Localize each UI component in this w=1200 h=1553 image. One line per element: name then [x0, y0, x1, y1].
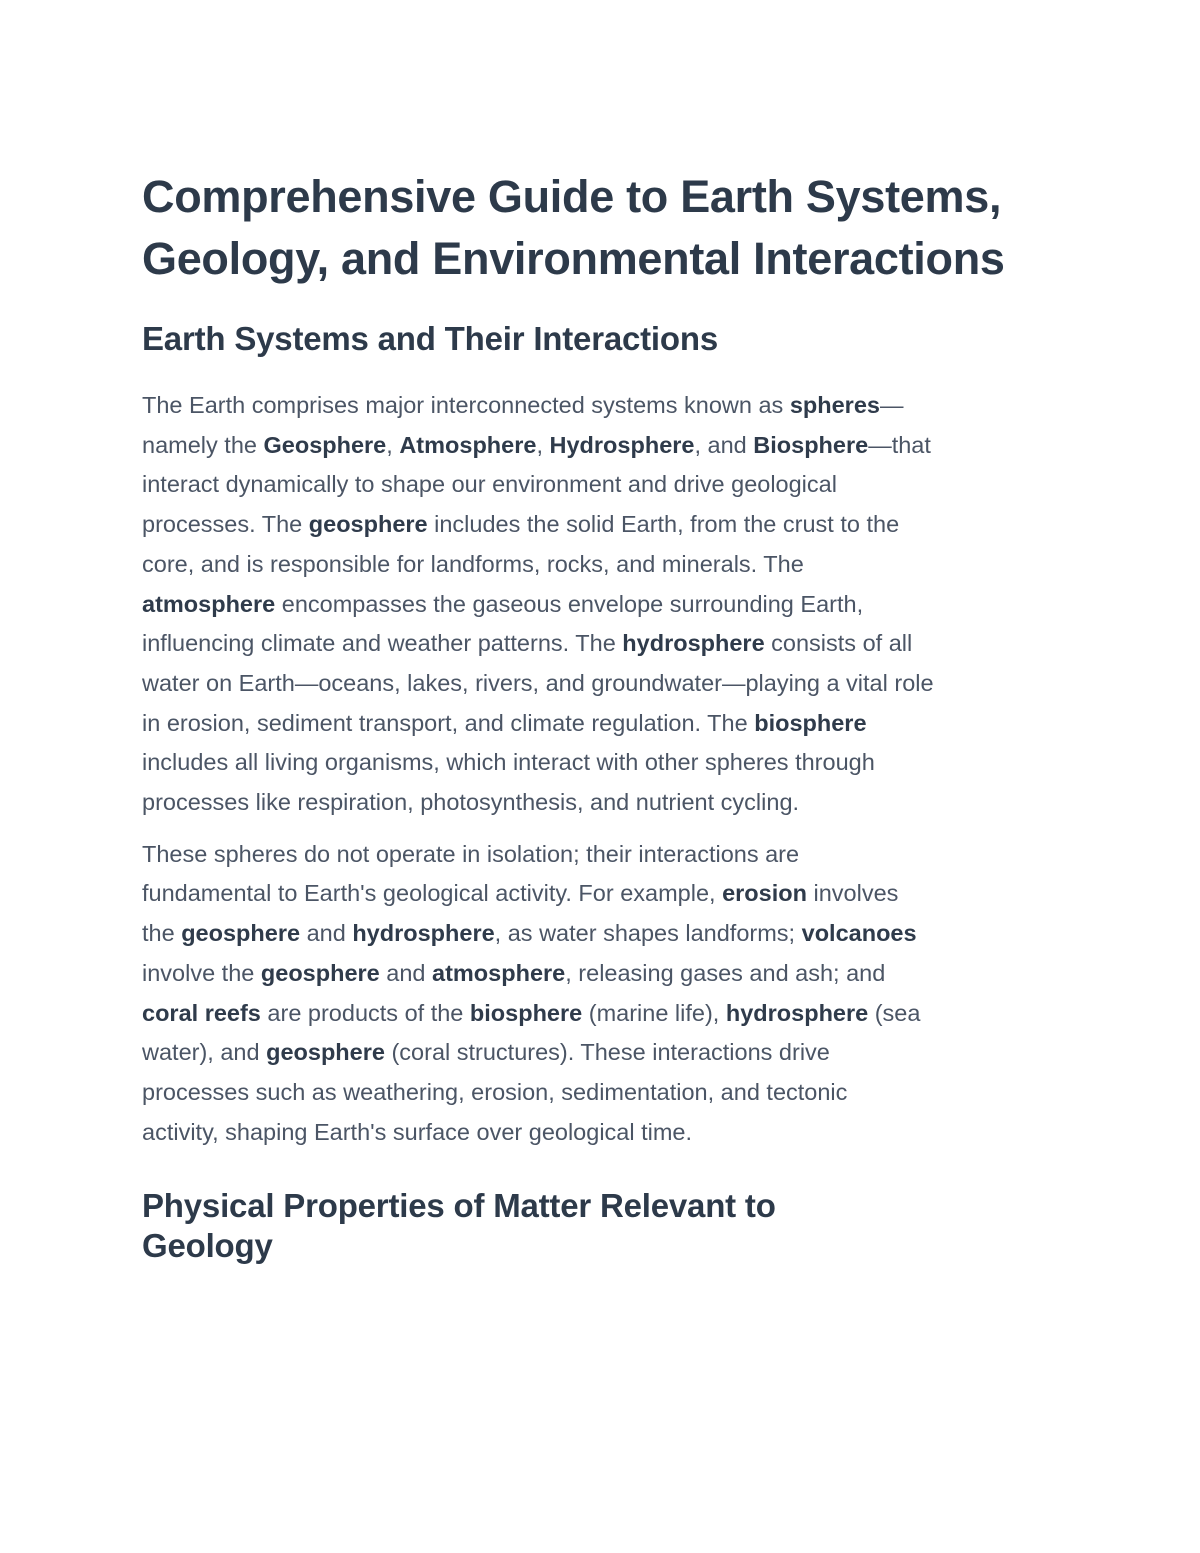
- text-run: and: [300, 920, 353, 947]
- paragraph: [142, 835, 1062, 1153]
- section-heading-earth-systems: Earth Systems and Their Interactions: [142, 320, 718, 357]
- bold-term: erosion: [722, 880, 807, 907]
- text-line: [142, 994, 1062, 1034]
- text-run: activity, shaping Earth's surface over geological time.: [142, 1118, 693, 1145]
- text-run: influencing climate and weather patterns. The: [142, 630, 623, 657]
- section-heading-physical-properties: [142, 1186, 1062, 1265]
- bold-term: biosphere: [469, 999, 583, 1026]
- bold-term: geosphere: [308, 511, 428, 538]
- heading-line: Geology: [142, 1227, 273, 1265]
- text-run: in erosion, sediment transport, and climate regulation. The: [142, 709, 755, 736]
- text-run: consists of all: [764, 630, 913, 657]
- text-run: , releasing gases and ash; and: [565, 959, 886, 986]
- bold-term: volcanoes: [801, 920, 917, 947]
- text-run: (marine life),: [582, 999, 726, 1026]
- text-run: ,: [386, 431, 400, 458]
- text-run: processes like respiration, photosynthesis, and nutrient cycling.: [142, 789, 800, 816]
- bold-term: spheres: [789, 392, 880, 418]
- text-run: and: [379, 959, 433, 986]
- text-run: —: [879, 392, 904, 418]
- text-run: (coral structures). These interactions drive: [384, 1039, 830, 1066]
- text-run: core, and is responsible for landforms, rocks, and minerals. The: [142, 550, 804, 577]
- text-line: [142, 743, 1062, 783]
- text-line: [142, 1033, 1062, 1073]
- text-run: the: [142, 920, 182, 947]
- text-line: [142, 1073, 1062, 1113]
- text-run: —that: [868, 431, 931, 458]
- bold-term: geosphere: [266, 1039, 385, 1066]
- section-body: [142, 386, 1062, 1152]
- text-line: [142, 704, 1062, 744]
- text-line: [142, 386, 1062, 426]
- text-run: involves: [806, 880, 899, 907]
- text-line: [142, 505, 1062, 545]
- document-title: Comprehensive Guide to Earth Systems, Geology, and Environmental Interactions: [142, 171, 1005, 284]
- bold-term: atmosphere: [432, 959, 566, 986]
- text-line: [142, 585, 1062, 625]
- bold-term: geosphere: [181, 920, 301, 947]
- text-run: water on Earth—oceans, lakes, rivers, and groundwater—playing a vital role: [142, 669, 934, 696]
- text-run: involve the: [142, 959, 261, 986]
- text-run: (sea: [868, 999, 921, 1026]
- text-line: [142, 783, 1062, 823]
- text-run: includes all living organisms, which interact with other spheres through: [142, 749, 875, 776]
- bold-term: hydrosphere: [352, 920, 495, 947]
- text-run: processes. The: [142, 511, 309, 538]
- document-page: [142, 166, 1062, 1266]
- heading-line: Physical Properties of Matter Relevant to: [142, 1187, 776, 1225]
- text-line: [142, 874, 1062, 914]
- bold-term: biosphere: [754, 709, 867, 736]
- text-run: encompasses the gaseous envelope surrounding Earth,: [275, 590, 864, 617]
- bold-term: Hydrosphere: [549, 431, 695, 458]
- bold-term: hydrosphere: [725, 999, 869, 1026]
- bold-term: Atmosphere: [399, 431, 537, 458]
- text-line: [142, 624, 1062, 664]
- text-run: The Earth comprises major interconnected systems known as: [142, 392, 790, 418]
- text-run: , and: [694, 431, 754, 458]
- text-run: processes such as weathering, erosion, sedimentation, and tectonic: [142, 1078, 848, 1105]
- bold-term: coral reefs: [142, 999, 261, 1026]
- text-run: , as water shapes landforms;: [494, 920, 802, 947]
- text-line: [142, 1113, 1062, 1153]
- bold-term: hydrosphere: [622, 630, 765, 657]
- text-line: [142, 954, 1062, 994]
- text-run: namely the: [142, 431, 264, 458]
- paragraph: [142, 386, 1062, 823]
- text-line: [142, 835, 1062, 875]
- text-run: includes the solid Earth, from the crust to the: [427, 511, 900, 538]
- text-line: [142, 664, 1062, 704]
- text-run: interact dynamically to shape our environment and drive geological: [142, 471, 837, 498]
- bold-term: Geosphere: [263, 431, 387, 458]
- text-run: fundamental to Earth's geological activity. For example,: [142, 880, 723, 907]
- bold-term: Biosphere: [753, 431, 869, 458]
- text-run: water), and: [142, 1039, 267, 1066]
- text-run: are products of the: [260, 999, 470, 1026]
- text-line: [142, 426, 1062, 466]
- bold-term: geosphere: [260, 959, 380, 986]
- text-run: ,: [536, 431, 550, 458]
- text-run: These spheres do not operate in isolation; their interactions are: [142, 840, 800, 867]
- bold-term: atmosphere: [142, 590, 276, 617]
- text-line: [142, 545, 1062, 585]
- text-line: [142, 465, 1062, 505]
- text-line: [142, 914, 1062, 954]
